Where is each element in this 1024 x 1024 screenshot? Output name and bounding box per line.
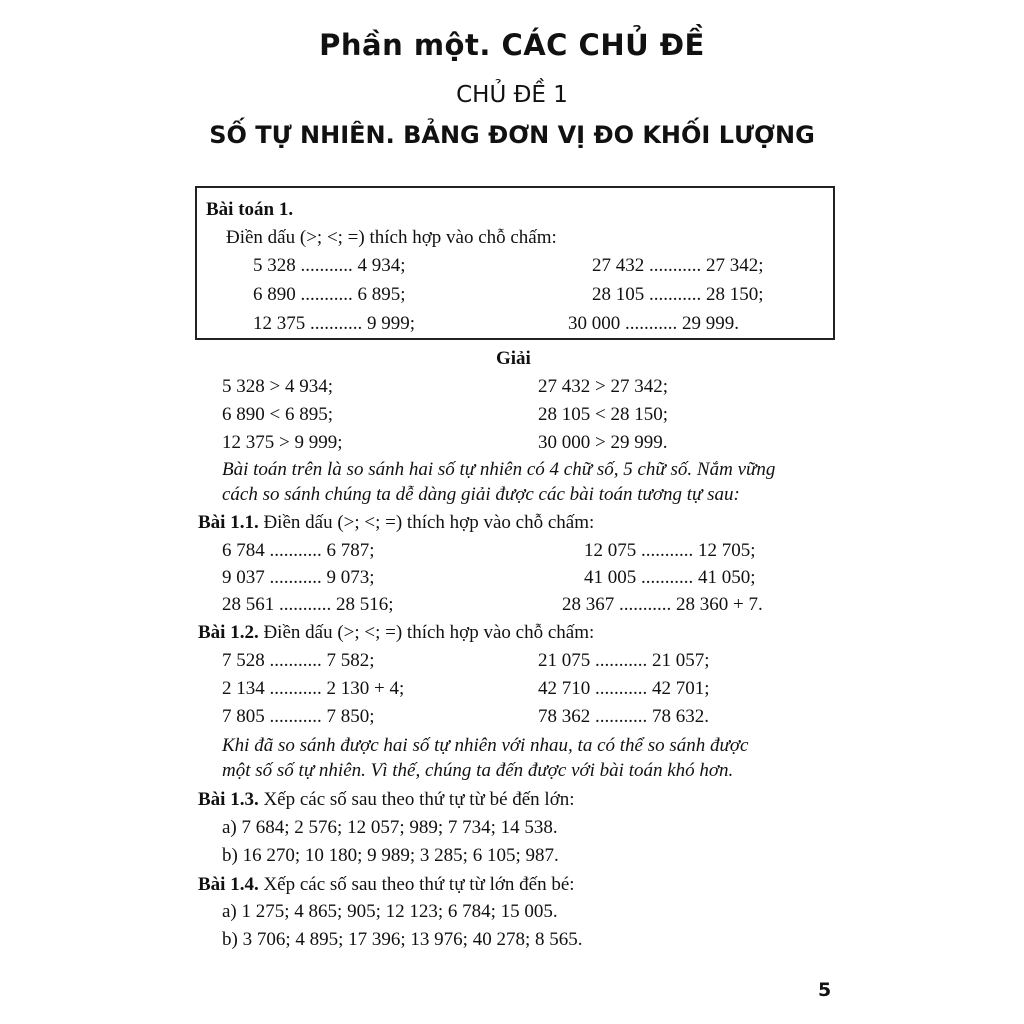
exercise-row-right: 28 367 ........... 28 360 + 7. (562, 594, 763, 615)
page-number: 5 (818, 979, 832, 1001)
exercise-label: Bài 1.3. (198, 789, 259, 810)
exercise-prompt: Xếp các số sau theo thứ tự từ lớn đến bé: (263, 874, 575, 895)
exercise-label: Bài 1.1. (198, 512, 259, 533)
solution-row-left: 12 375 > 9 999; (222, 432, 343, 453)
solution-row-right: 30 000 > 29 999. (538, 432, 668, 453)
problem-row-left: 5 328 ........... 4 934; (253, 255, 406, 276)
exercise-row-left: 7 805 ........... 7 850; (222, 706, 375, 727)
part-title: Phần một. CÁC CHỦ ĐỀ (319, 28, 705, 62)
exercise-item-b: b) 3 706; 4 895; 17 396; 13 976; 40 278; 8 565. (222, 929, 583, 950)
exercise-row-right: 42 710 ........... 42 701; (538, 678, 710, 699)
exercise-1-4-heading (198, 874, 575, 896)
solution-row-left: 5 328 > 4 934; (222, 376, 333, 397)
topic-title: CHỦ ĐỀ 1 (456, 82, 568, 108)
problem-row-right: 30 000 ........... 29 999. (568, 313, 739, 334)
exercise-prompt: Xếp các số sau theo thứ tự từ bé đến lớn: (263, 789, 575, 810)
exercise-row-left: 7 528 ........... 7 582; (222, 650, 375, 671)
exercise-prompt: Điền dấu (>; <; =) thích hợp vào chỗ chấm: (263, 512, 595, 533)
exercise-1-1-heading (198, 512, 594, 534)
problem-row-left: 6 890 ........... 6 895; (253, 284, 406, 305)
exercise-item-a: a) 7 684; 2 576; 12 057; 989; 7 734; 14 538. (222, 817, 558, 838)
exercise-row-right: 21 075 ........... 21 057; (538, 650, 710, 671)
solution-note-line: Bài toán trên là so sánh hai số tự nhiên có 4 chữ số, 5 chữ số. Nắm vững (222, 459, 776, 480)
problem-prompt: Điền dấu (>; <; =) thích hợp vào chỗ chấm: (226, 227, 557, 248)
problem-title: Bài toán 1. (206, 199, 294, 220)
solution-title: Giải (496, 348, 531, 369)
exercise-note-line: Khi đã so sánh được hai số tự nhiên với nhau, ta có thể so sánh được (222, 735, 749, 756)
exercise-item-a: a) 1 275; 4 865; 905; 12 123; 6 784; 15 005. (222, 901, 558, 922)
exercise-prompt: Điền dấu (>; <; =) thích hợp vào chỗ chấm: (263, 622, 595, 643)
exercise-row-left: 28 561 ........... 28 516; (222, 594, 394, 615)
problem-row-left: 12 375 ........... 9 999; (253, 313, 416, 334)
exercise-item-b: b) 16 270; 10 180; 9 989; 3 285; 6 105; 987. (222, 845, 559, 866)
exercise-row-left: 9 037 ........... 9 073; (222, 567, 375, 588)
exercise-1-2-heading (198, 622, 594, 644)
solution-row-left: 6 890 < 6 895; (222, 404, 333, 425)
problem-row-right: 27 432 ........... 27 342; (592, 255, 764, 276)
exercise-1-3-heading (198, 789, 575, 811)
solution-row-right: 27 432 > 27 342; (538, 376, 668, 397)
exercise-label: Bài 1.2. (198, 622, 259, 643)
exercise-row-right: 12 075 ........... 12 705; (584, 540, 756, 561)
exercise-note-line: một số số tự nhiên. Vì thế, chúng ta đến được với bài toán khó hơn. (222, 760, 734, 781)
topic-subtitle: SỐ TỰ NHIÊN. BẢNG ĐƠN VỊ ĐO KHỐI LƯỢNG (209, 121, 815, 149)
solution-row-right: 28 105 < 28 150; (538, 404, 668, 425)
solution-note-line: cách so sánh chúng ta dễ dàng giải được các bài toán tương tự sau: (222, 484, 740, 505)
exercise-label: Bài 1.4. (198, 874, 259, 895)
exercise-row-left: 2 134 ........... 2 130 + 4; (222, 678, 405, 699)
exercise-row-right: 41 005 ........... 41 050; (584, 567, 756, 588)
exercise-row-left: 6 784 ........... 6 787; (222, 540, 375, 561)
exercise-row-right: 78 362 ........... 78 632. (538, 706, 709, 727)
problem-row-right: 28 105 ........... 28 150; (592, 284, 764, 305)
